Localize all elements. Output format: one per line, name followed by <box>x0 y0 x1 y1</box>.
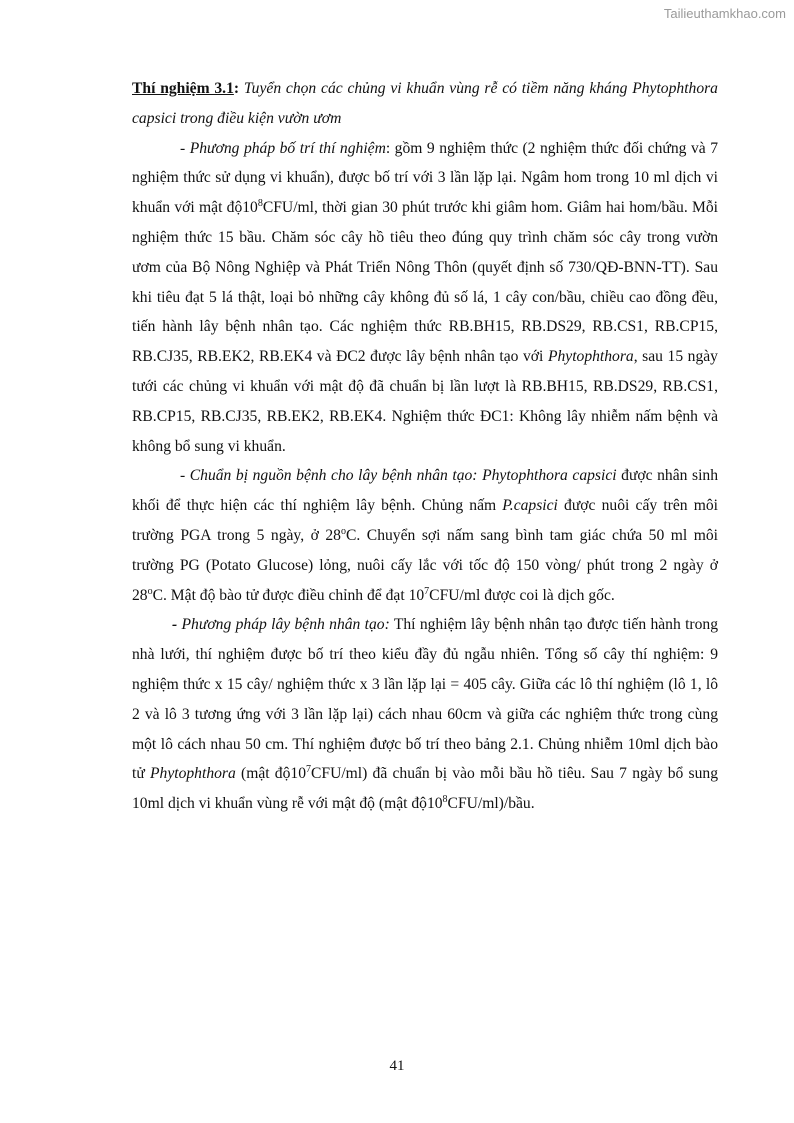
paragraph-inoculation-method <box>132 610 718 819</box>
experiment-title: Tuyển chọn các chủng vi khuẩn vùng rễ có tiềm năng kháng Phytophthora capsici trong điều kiện vườn ươm <box>132 80 718 127</box>
heading-colon: : <box>233 80 240 97</box>
superscript: 8 <box>442 794 448 806</box>
document-body <box>132 74 718 819</box>
paragraph-text: được nuôi cấy trên môi trường PGA trong 5 ngày, ở 28 <box>132 497 718 544</box>
paragraph-inoculum-preparation <box>132 461 718 610</box>
paragraph-text: CFU/ml được coi là dịch gốc. <box>429 586 615 604</box>
superscript: 7 <box>424 585 430 597</box>
paragraph-lead: - Phương pháp bố trí thí nghiệm <box>180 139 386 157</box>
paragraph-text: (mật độ10 <box>235 765 306 783</box>
paragraph-lead: - Chuẩn bị nguồn bệnh cho lây bệnh nhân tạo: Phytophthora capsici <box>180 467 617 485</box>
species-name: Phytophthora <box>150 765 236 783</box>
paragraph-text: CFU/ml)/bầu. <box>447 795 535 813</box>
paragraph-text: Thí nghiệm lây bệnh nhân tạo được tiến hành trong nhà lưới, thí nghiệm được bố trí theo kiểu đầy đủ ngẫu nhiên. Tổng số cây thí nghiệm: 9 nghiệm thức x 15 cây/ nghiệm thức x 3 lần lặp lại = 405 cây. Giữa các lô thí nghiệm (lô 1, lô 2 và lô 3 tương ứng với 3 lần lặp lại) cách nhau 60cm và giữa các nghiệm thức trong cùng một lô cách nhau 50 cm. Thí nghiệm được bố trí theo bảng 2.1. Chủng nhiễm 10ml dịch bào tử <box>132 616 719 783</box>
paragraph-text: CFU/ml) đã chuẩn bị vào mỗi bầu hồ tiêu. Sau 7 ngày bổ sung 10ml dịch vi khuẩn vùng rễ với mật độ (mật độ10 <box>132 765 719 813</box>
paragraph-text: CFU/ml, thời gian 30 phút trước khi giâm hom. Giâm hai hom/bầu. Mỗi nghiệm thức 15 bầu. Chăm sóc cây hồ tiêu theo đúng quy trình chăm sóc cây trong vườn ươm của Bộ Nông Nghiệp và Phát Triển Nông Thôn (quyết định số 730/QĐ-BNN-TT). Sau khi tiêu đạt 5 lá thật, loại bỏ những cây không đủ số lá, 1 cây con/bầu, chiều cao đồng đều, tiến hành lây bệnh nhân tạo. Các nghiệm thức RB.BH15, RB.DS29, RB.CS1, RB.CP15, RB.CJ35, RB.EK2, RB.EK4 và ĐC2 được lây bệnh nhân tạo với <box>132 199 718 366</box>
paragraph-text: được nhân sinh khối để thực hiện các thí nghiệm lây bệnh. Chủng nấm <box>132 467 719 515</box>
paragraph-text: : gồm 9 nghiệm thức (2 nghiệm thức đối chứng và 7 nghiệm thức sử dụng vi khuẩn), được bố trí với 3 lần lặp lại. Ngâm hom trong 10 ml dịch vi khuẩn với mật độ10 <box>132 139 718 217</box>
page-number: 41 <box>389 1058 405 1074</box>
superscript: o <box>340 525 346 537</box>
experiment-heading <box>132 74 718 134</box>
paragraph-text: C. Mật độ bào tử được điều chỉnh để đạt 10 <box>152 586 425 604</box>
paragraph-text: , sau 15 ngày tưới các chủng vi khuẩn với mật độ đã chuẩn bị lần lượt là RB.BH15, RB.DS29, RB.CS1, RB.CP15, RB.CJ35, RB.EK2, RB.EK4. Nghiệm thức ĐC1: Không lây nhiễm nấm bệnh và không bổ sung vi khuẩn. <box>132 348 718 455</box>
watermark: Tailieuthamkhao.com <box>663 6 786 21</box>
species-name: P.capsici <box>502 497 558 515</box>
experiment-label: Thí nghiệm 3.1 <box>132 80 234 97</box>
paragraph-text: C. Chuyển sợi nấm sang bình tam giác chứa 50 ml môi trường PG (Potato Glucose) lỏng, nuôi cấy lắc với tốc độ 150 vòng/ phút trong 2 ngày ở 28 <box>132 526 718 604</box>
paragraph-dash: - <box>172 616 182 634</box>
paragraph-layout-method <box>132 134 718 462</box>
species-name: Phytophthora <box>547 348 634 366</box>
superscript: 7 <box>306 764 311 776</box>
superscript: o <box>147 585 153 597</box>
superscript: 8 <box>257 198 263 210</box>
paragraph-lead: Phương pháp lây bệnh nhân tạo: <box>181 616 390 634</box>
